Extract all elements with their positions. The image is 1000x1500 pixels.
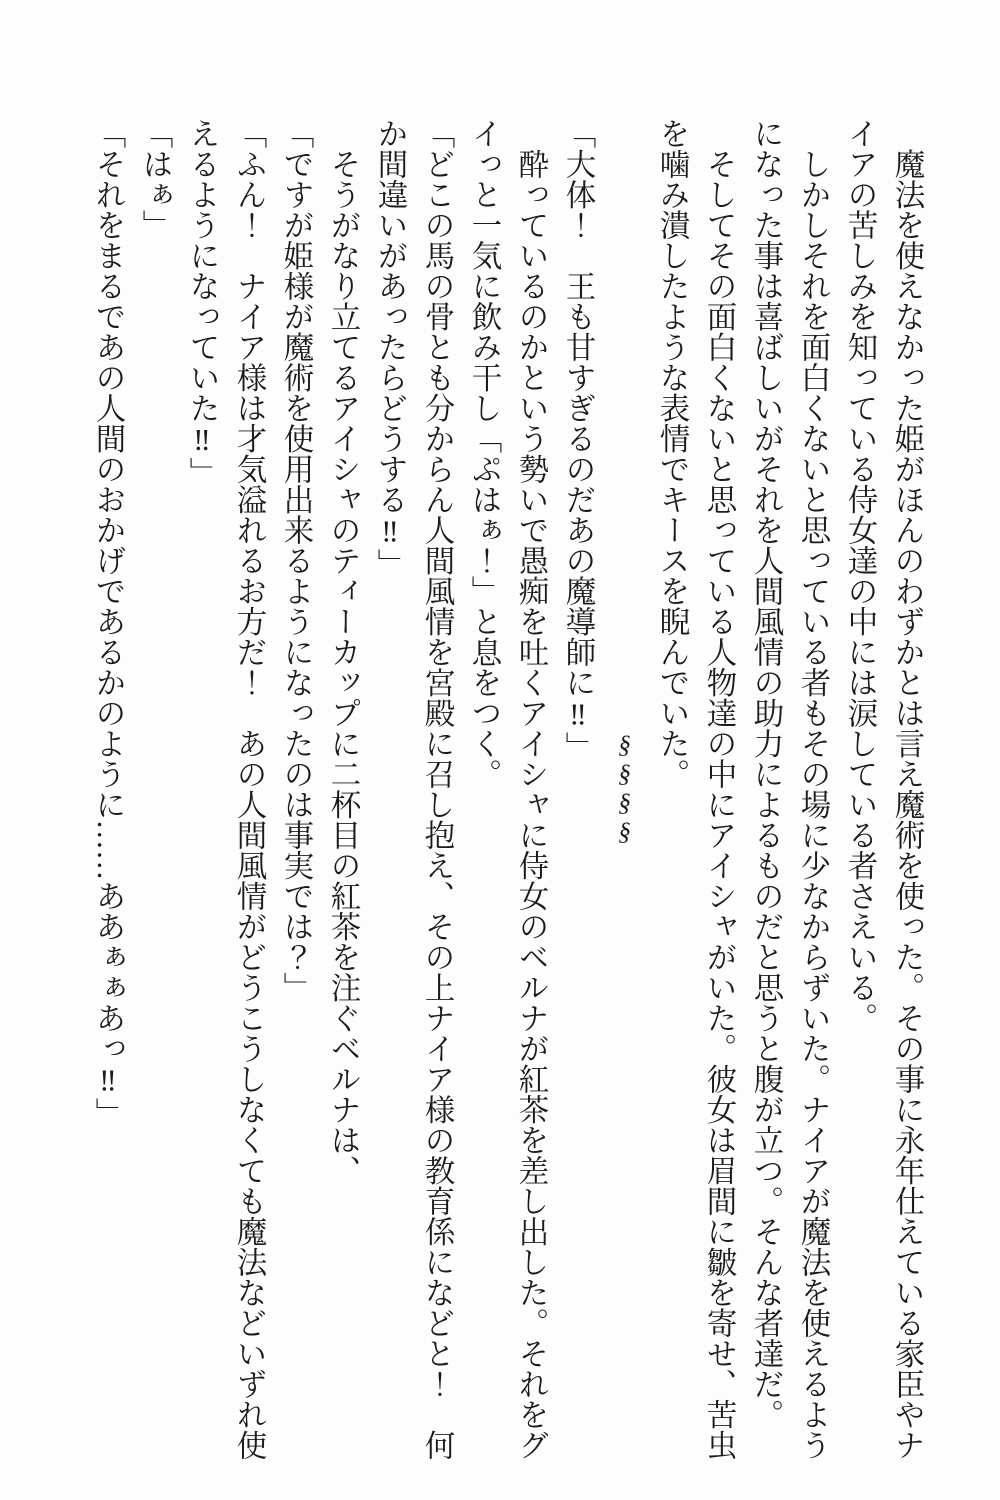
text-line: 「どこの馬の骨とも分からん人間風情を宮殿に召し抱え、その上ナイア様の教育係になどと！ 何	[420, 118, 454, 1460]
text-line: イっと一気に飲み干し「ぷはぁ！」と息をつく。	[467, 118, 501, 789]
text-line: 酔っているのかという勢いで愚痴を吐くアイシャに侍女のベルナが紅茶を差し出した。それをグ	[514, 118, 548, 1460]
section-divider: §§§§	[611, 732, 638, 848]
text-line: 「ですが姫様が魔術を使用出来るようになったのは事実では？」	[279, 118, 313, 1003]
text-line: 「はぁ」	[138, 118, 172, 240]
text-line: 「大体！ 王も甘すぎるのだあの魔導師に‼」	[561, 118, 595, 762]
text-line: か間違いがあったらどうする‼」	[373, 118, 407, 579]
text-line: 「ふん！ ナイア様は才気溢れるお方だ！ あの人間風情がどうこうしなくても魔法などいずれ使	[232, 118, 266, 1460]
text-line: を噛み潰したような表情でキースを睨んでいた。	[655, 118, 689, 789]
text-line: そうがなり立てるアイシャのティーカップに二杯目の紅茶を注ぐベルナは、	[326, 118, 360, 1186]
text-line: えるようになっていた‼」	[185, 118, 219, 488]
text-line: 魔法を使えなかった姫がほんのわずかとは言え魔術を使った。その事に永年仕えている家臣やナ	[890, 118, 924, 1460]
text-line: 「それをまるであの人間のおかげであるかのように……ああぁぁあっ‼」	[91, 118, 125, 1128]
text-line: そしてその面白くないと思っている人物達の中にアイシャがいた。彼女は眉間に皺を寄せ、苦虫	[702, 118, 736, 1460]
text-block	[84, 118, 930, 1462]
text-line: イアの苦しみを知っている侍女達の中には涙している者さえいる。	[843, 118, 877, 1033]
text-line: しかしそれを面白くないと思っている者もその場に少なからずいた。ナイアが魔法を使えるよう	[796, 118, 830, 1460]
text-line: になった事は喜ばしいがそれを人間風情の助力によるものだと思うと腹が立つ。そんな者達だ。	[749, 118, 783, 1430]
